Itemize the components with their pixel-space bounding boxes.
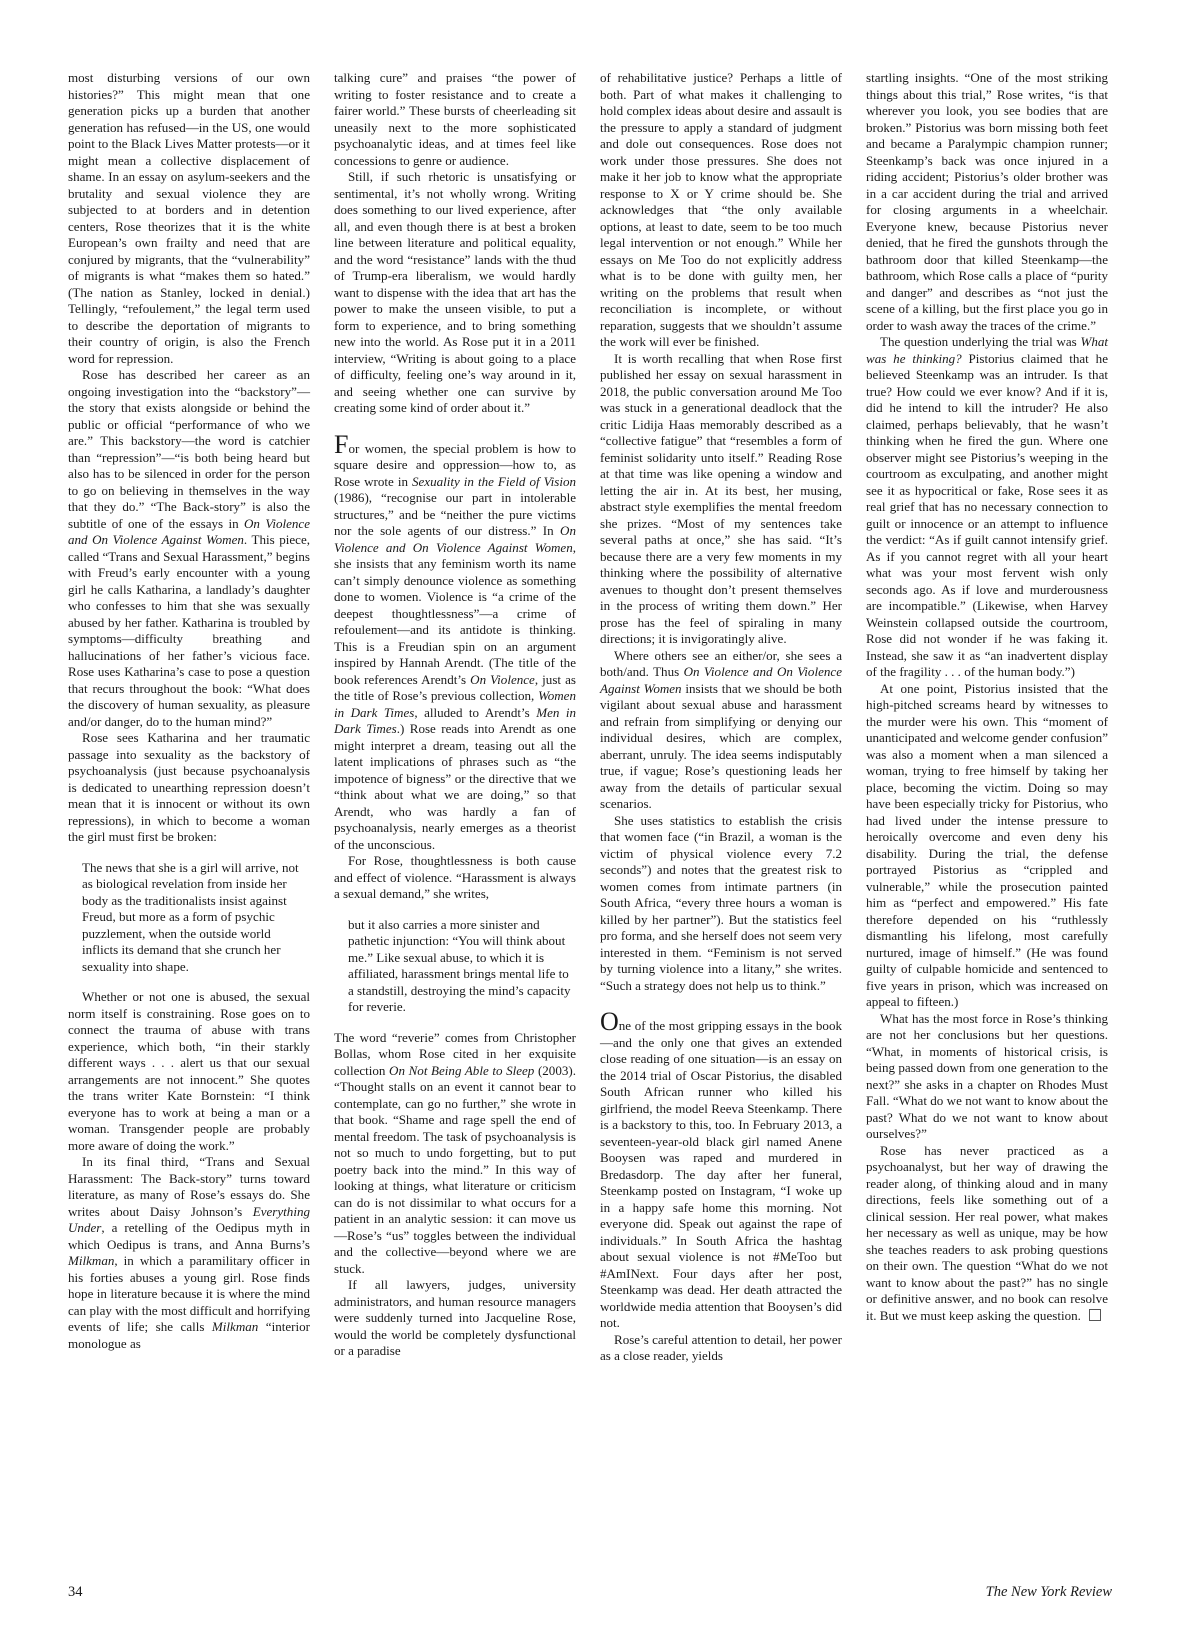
paragraph: Rose’s careful attention to detail, her power as a close reader, yields — [600, 1331, 842, 1363]
block-quote — [348, 917, 576, 1016]
paragraph: If all lawyers, judges, university administrators, and human resource managers were suddenly turned into Jacqueline Rose, would the world be completely dysfunctional or a paradise — [334, 1277, 576, 1358]
paragraph: Rose has never practiced as a psychoanalyst, but her way of drawing the reader along, of thinking aloud and in many directions, feels like something out of a clinical session. Her real power, what makes her necessary as well as unique, may be how she teaches readers to ask probing questions on their own. The question “What do we not want to know about the past?” has no single or definitive answer, and no book can resolve it. But we must keep asking the question. — [866, 1142, 1108, 1323]
paragraph: Still, if such rhetoric is unsatisfying or sentimental, it’s not wholly wrong. Writing does something to our lived experience, after all, and even though there is at best a broken line between literature and political equality, and the word “resistance” lands with the thud of Trump-era liberalism, we would hardly want to dispense with the idea that art has the power to make the unseen visible, to put a form to experience, and to bring something new into the world. As Rose put it in a 2011 interview, “Writing is about going to a place of difficulty, feeling one’s way around in it, and seeing whether one can survive by creating some kind of order about it.” — [334, 169, 576, 415]
paragraph: Rose has described her career as an ongoing investigation into the “backstory”—the story that exists alongside or behind the public or official “performance of who we are.” This backstory—the word is catchier than “repression”—“is both being heard but also has to be silenced in order for the person to go on believing in themselves in the way that they do.” “The Back-story” is also the subtitle of one of the essays in On Violence and On Violence Against Women. This piece, called “Trans and Sexual Harassment,” begins with Freud’s early encounter with a young girl he calls Katharina, a landlady’s daughter who confesses to him that she was sexually abused by her father. Katharina is troubled by symptoms—difficulty breathing and hallucinations of her father’s vicious face. Rose uses Katharina’s case to pose a question that recurs throughout the book: “What does the discovery of human sexuality, as pleasure and/or danger, do to the human mind?” — [68, 367, 311, 729]
column-1 — [68, 70, 310, 1352]
section-opening-paragraph — [600, 1007, 842, 1332]
paragraph: talking cure” and praises “the power of writing to foster resistance and to create a fairer world.” These bursts of cheerleading sit uneasily next to the more sophisticated psychoanalytic ideas, and at times feel like concessions to genre or audience. — [334, 70, 576, 168]
paragraph: startling insights. “One of the most striking things about this trial,” Rose writes, “is that wherever you look, you see bodies that are broken.” Pistorius was born missing both feet and became a Paralympic champion runner; Steenkamp’s back was once injured in a riding accident; Pistorius’s older brother was in a car accident during the trial and arrived for closing arguments in a wheelchair. Everyone knew, because Pistorius never denied, that he fired the gunshots through the bathroom door that killed Steenkamp—the bathroom, which Rose calls a place of “purity and danger” and describes as “not just the scene of a killing, but the first place you go in order to wash away the traces of the crime.” — [866, 70, 1108, 333]
block-quote — [82, 860, 310, 976]
paragraph-text: or women, the special problem is how to square desire and oppression—how to, as Rose wrote in Sexuality in the Field of Vision (1986), “recognise our part in intolerable structures,” and be “neither the pure victims nor the sole agents of our distress.” In On Violence and On Violence Against Women, she insists that any feminism worth its name can’t simply denounce violence as something done to women. Violence is “a crime of the deepest thoughtlessness”—a crime of refoulement—and its antidote is thinking. This is a Freudian spin on an argument inspired by Hannah Arendt. (The title of the book references Arendt’s On Violence, just as the title of Rose’s previous collection, Women in Dark Times, alluded to Arendt’s Men in Dark Times.) Rose reads into Arendt as one might interpret a dream, teasing out all the latent implications of phrases such as “the impotence of bigness” or the directive that we “think about what we are doing,” so that Arendt, who was hardly a fan of psychoanalysis, nearly emerges as a theorist of the unconscious. — [334, 440, 577, 852]
paragraph: most disturbing versions of our own histories?” This might mean that one generation picks up a burden that another generation has refused—in the US, one would point to the Black Lives Matter protests—or it might mean a collective displacement of shame. In an essay on asylum-seekers and the brutality and sexual violence they are subjected to at borders and in detention centers, Rose theorizes that it is the white European’s own frailty and need that are conjured by migrants, that the “vulnerability” of migrants is what “makes them so hated.” (The nation as Stanley, locked in denial.) Tellingly, “refoulement,” the legal term used to describe the deportation of migrants to their country of origin, is also the French word for repression. — [68, 70, 310, 366]
paragraph: In its final third, “Trans and Sexual Harassment: The Back-story” turns toward literature, as many of Rose’s essays do. She writes about Daisy Johnson’s Everything Under, a retelling of the Oedipus myth in which Oedipus is trans, and Anna Burns’s Milkman, in which a paramilitary officer in his forties abuses a young girl. Rose finds hope in literature because it is where the mind can play with the most difficult and horrifying events of life; she calls Milkman “interior monologue as — [68, 1154, 310, 1351]
column-2 — [334, 70, 576, 1360]
publication-name: The New York Review — [985, 1584, 1112, 1600]
column-4 — [866, 70, 1108, 1324]
paragraph: of rehabilitative justice? Perhaps a little of both. Part of what makes it challenging to hold complex ideas about desire and assault is the pressure to apply a standard of judgment and dole out consequences. Rose does not work under those pressures. She does not make it her job to know what the appropriate response to X or Y crime should be. She acknowledges that “the only available options, at least to date, seem to be too much legal intervention or not enough.” While her essays on Me Too do not explicitly address what is to be done with guilty men, her writing on the problems that result when reconciliation is incomplete, or without reparation, suggests that we shouldn’t assume the work will ever be finished. — [600, 70, 842, 349]
end-mark-icon — [1089, 1309, 1101, 1321]
paragraph: Rose sees Katharina and her traumatic passage into sexuality as the backstory of psychoanalysis (just because psychoanalysis is dedicated to unearthing repression doesn’t mean that it is innocent or without its own repressions), in which to become a woman the girl must first be broken: — [68, 730, 310, 844]
paragraph: For Rose, thoughtlessness is both cause and effect of violence. “Harassment is always a sexual demand,” she writes, — [334, 853, 576, 901]
section-break — [334, 417, 576, 437]
block-quote-text: The news that she is a girl will arrive, not as biological revelation from inside her body as the traditionalists insist against Freud, but more as a form of psychic puzzlement, when the outside world inflicts its demand that she crunch her sexuality into shape. — [82, 859, 299, 974]
paragraph: She uses statistics to establish the crisis that women face (“in Brazil, a woman is the victim of physical violence every 7.2 seconds”) and notes that the greatest risk to women comes from intimate partners (in South Africa, “every three hours a woman is killed by her partner”). But the statistics feel pro forma, and she herself does not seem very interested in them. “Feminism is not served by turning violence into a litany,” she writes. “Such a strategy does not help us to think.” — [600, 812, 842, 993]
paragraph: What has the most force in Rose’s thinking are not her conclusions but her questions. “What, in moments of historical crisis, is being passed down from one generation to the next?” she asks in a chapter on Rhodes Must Fall. “What do we not want to know about the past? What do we not want to know about ourselves?” — [866, 1010, 1108, 1141]
page-number: 34 — [68, 1584, 83, 1600]
initial-letter: O — [600, 1007, 619, 1036]
block-quote-text: but it also carries a more sinister and pathetic injunction: “You will think about me.” Like sexual abuse, to which it is affiliated, harassment brings mental life to a standstill, destroying the mind’s capacity for reverie. — [348, 916, 571, 1014]
paragraph: It is worth recalling that when Rose first published her essay on sexual harassment in 2018, the public conversation around Me Too was stuck in a generational deadlock that the critic Lidija Haas memorably described as a “collective fatigue” that “resembles a form of feminist solidarity unto itself.” Reading Rose at that time was like opening a window and letting the air in. At its best, her musing, abstract style exemplifies the mental freedom she prizes. “Most of my sentences take several paths at once,” she has said. “It’s because there are a very few moments in my thinking where the possibility of alternative avenues to thought don’t present themselves in the process of writing them down.” Her prose has the feel of spiraling in many directions; it is invigoratingly alive. — [600, 350, 842, 646]
section-break — [600, 994, 842, 1014]
paragraph: Whether or not one is abused, the sexual norm itself is constraining. Rose goes on to connect the trauma of abuse with trans experience, which both, “in their starkly different ways . . . alert us that our sexual arrangements are not innocent.” She quotes the trans writer Kate Bornstein: “I think everyone has to work at being a man or a woman. Transgender people are probably more aware of doing the work.” — [68, 989, 310, 1153]
paragraph: The word “reverie” comes from Christopher Bollas, whom Rose cited in her exquisite collection On Not Being Able to Sleep (2003). “Thought stalls on an event it cannot bear to contemplate, can go no further,” she wrote in that book. “Shame and rage spell the end of mental freedom. The task of psychoanalysis is not so much to undo forgetting, but to put poetry back into the mind.” In this way of looking at things, what literature or criticism can do is not dissimilar to what occurs for a patient in an analytic session: it can move us—Rose’s “us” toggles between the individual and the collective—beyond where we are stuck. — [334, 1029, 576, 1276]
section-opening-paragraph — [334, 429, 577, 854]
initial-letter: F — [334, 429, 349, 459]
column-3 — [600, 70, 842, 1365]
paragraph: The question underlying the trial was What was he thinking? Pistorius claimed that he believed Steenkamp was an intruder. Is that true? How could we ever know? And if it is, did he intend to kill the intruder? He also claimed, perhaps believably, that he wasn’t thinking when he fired the gun. Where one observer might see Pistorius’s weeping in the courtroom as exculpating, and another might see it as hypocritical or fake, Rose sees it as real grief that has no necessary connection to guilt or innocence or an attempt to influence the verdict: “As if guilt cannot intensify grief. As if you cannot regret with all your heart what was your most fervent wish only seconds ago. As if love and murderousness are incompatible.” (Likewise, when Harvey Weinstein collapsed outside the courtroom, Rose did not wonder if he was faking it. Instead, she saw it as “an inadvertent display of the fragility . . . of the human body.”) — [866, 334, 1108, 679]
paragraph-text: ne of the most gripping essays in the book—and the only one that gives an extended close reading of one situation—is an essay on the 2014 trial of Oscar Pistorius, the disabled South African runner who killed his girlfriend, the model Reeva Steenkamp. There is a backstory to this, too. In February 2013, a seventeen-year-old black girl named Anene Booysen was raped and murdered in Bredasdorp. The day after her funeral, Steenkamp posted on Instagram, “I woke up in a happy safe home this morning. Not everyone did. Speak out against the rape of individuals.” In South Africa the hashtag about sexual violence is not #MeToo but #AmINext. Four days after her post, Steenkamp was dead. Her death attracted the worldwide media attention that Booysen’s did not. — [600, 1018, 842, 1330]
paragraph: Where others see an either/or, she sees a both/and. Thus On Violence and On Violence Against Women insists that we should be both vigilant about sexual abuse and harassment and refrain from simplifying or denying our individual desires, which are complex, aberrant, unruly. The idea seems indisputably true, if vague; Rose’s questioning leads her away from the details of particular sexual scenarios. — [600, 647, 842, 811]
paragraph: At one point, Pistorius insisted that the high-pitched screams heard by witnesses to the murder were his own. This “moment of unanticipated and welcome gender confusion” was also a moment when a man silenced a woman, trying to free himself by taking her place, becoming the victim. Doing so may have been especially tricky for Pistorius, who had lived under the intense pressure to heroically overcome and even deny his disability. During the trial, the defense portrayed Pistorius as “crippled and vulnerable,” while the prosecution painted him as “perfect and empowered.” His fate therefore depended on his “ruthlessly dismantling his lifelong, most carefully nurtured, image of himself.” (He was found guilty of culpable homicide and sentenced to five years in prison, which was increased on appeal to fifteen.) — [866, 680, 1108, 1009]
